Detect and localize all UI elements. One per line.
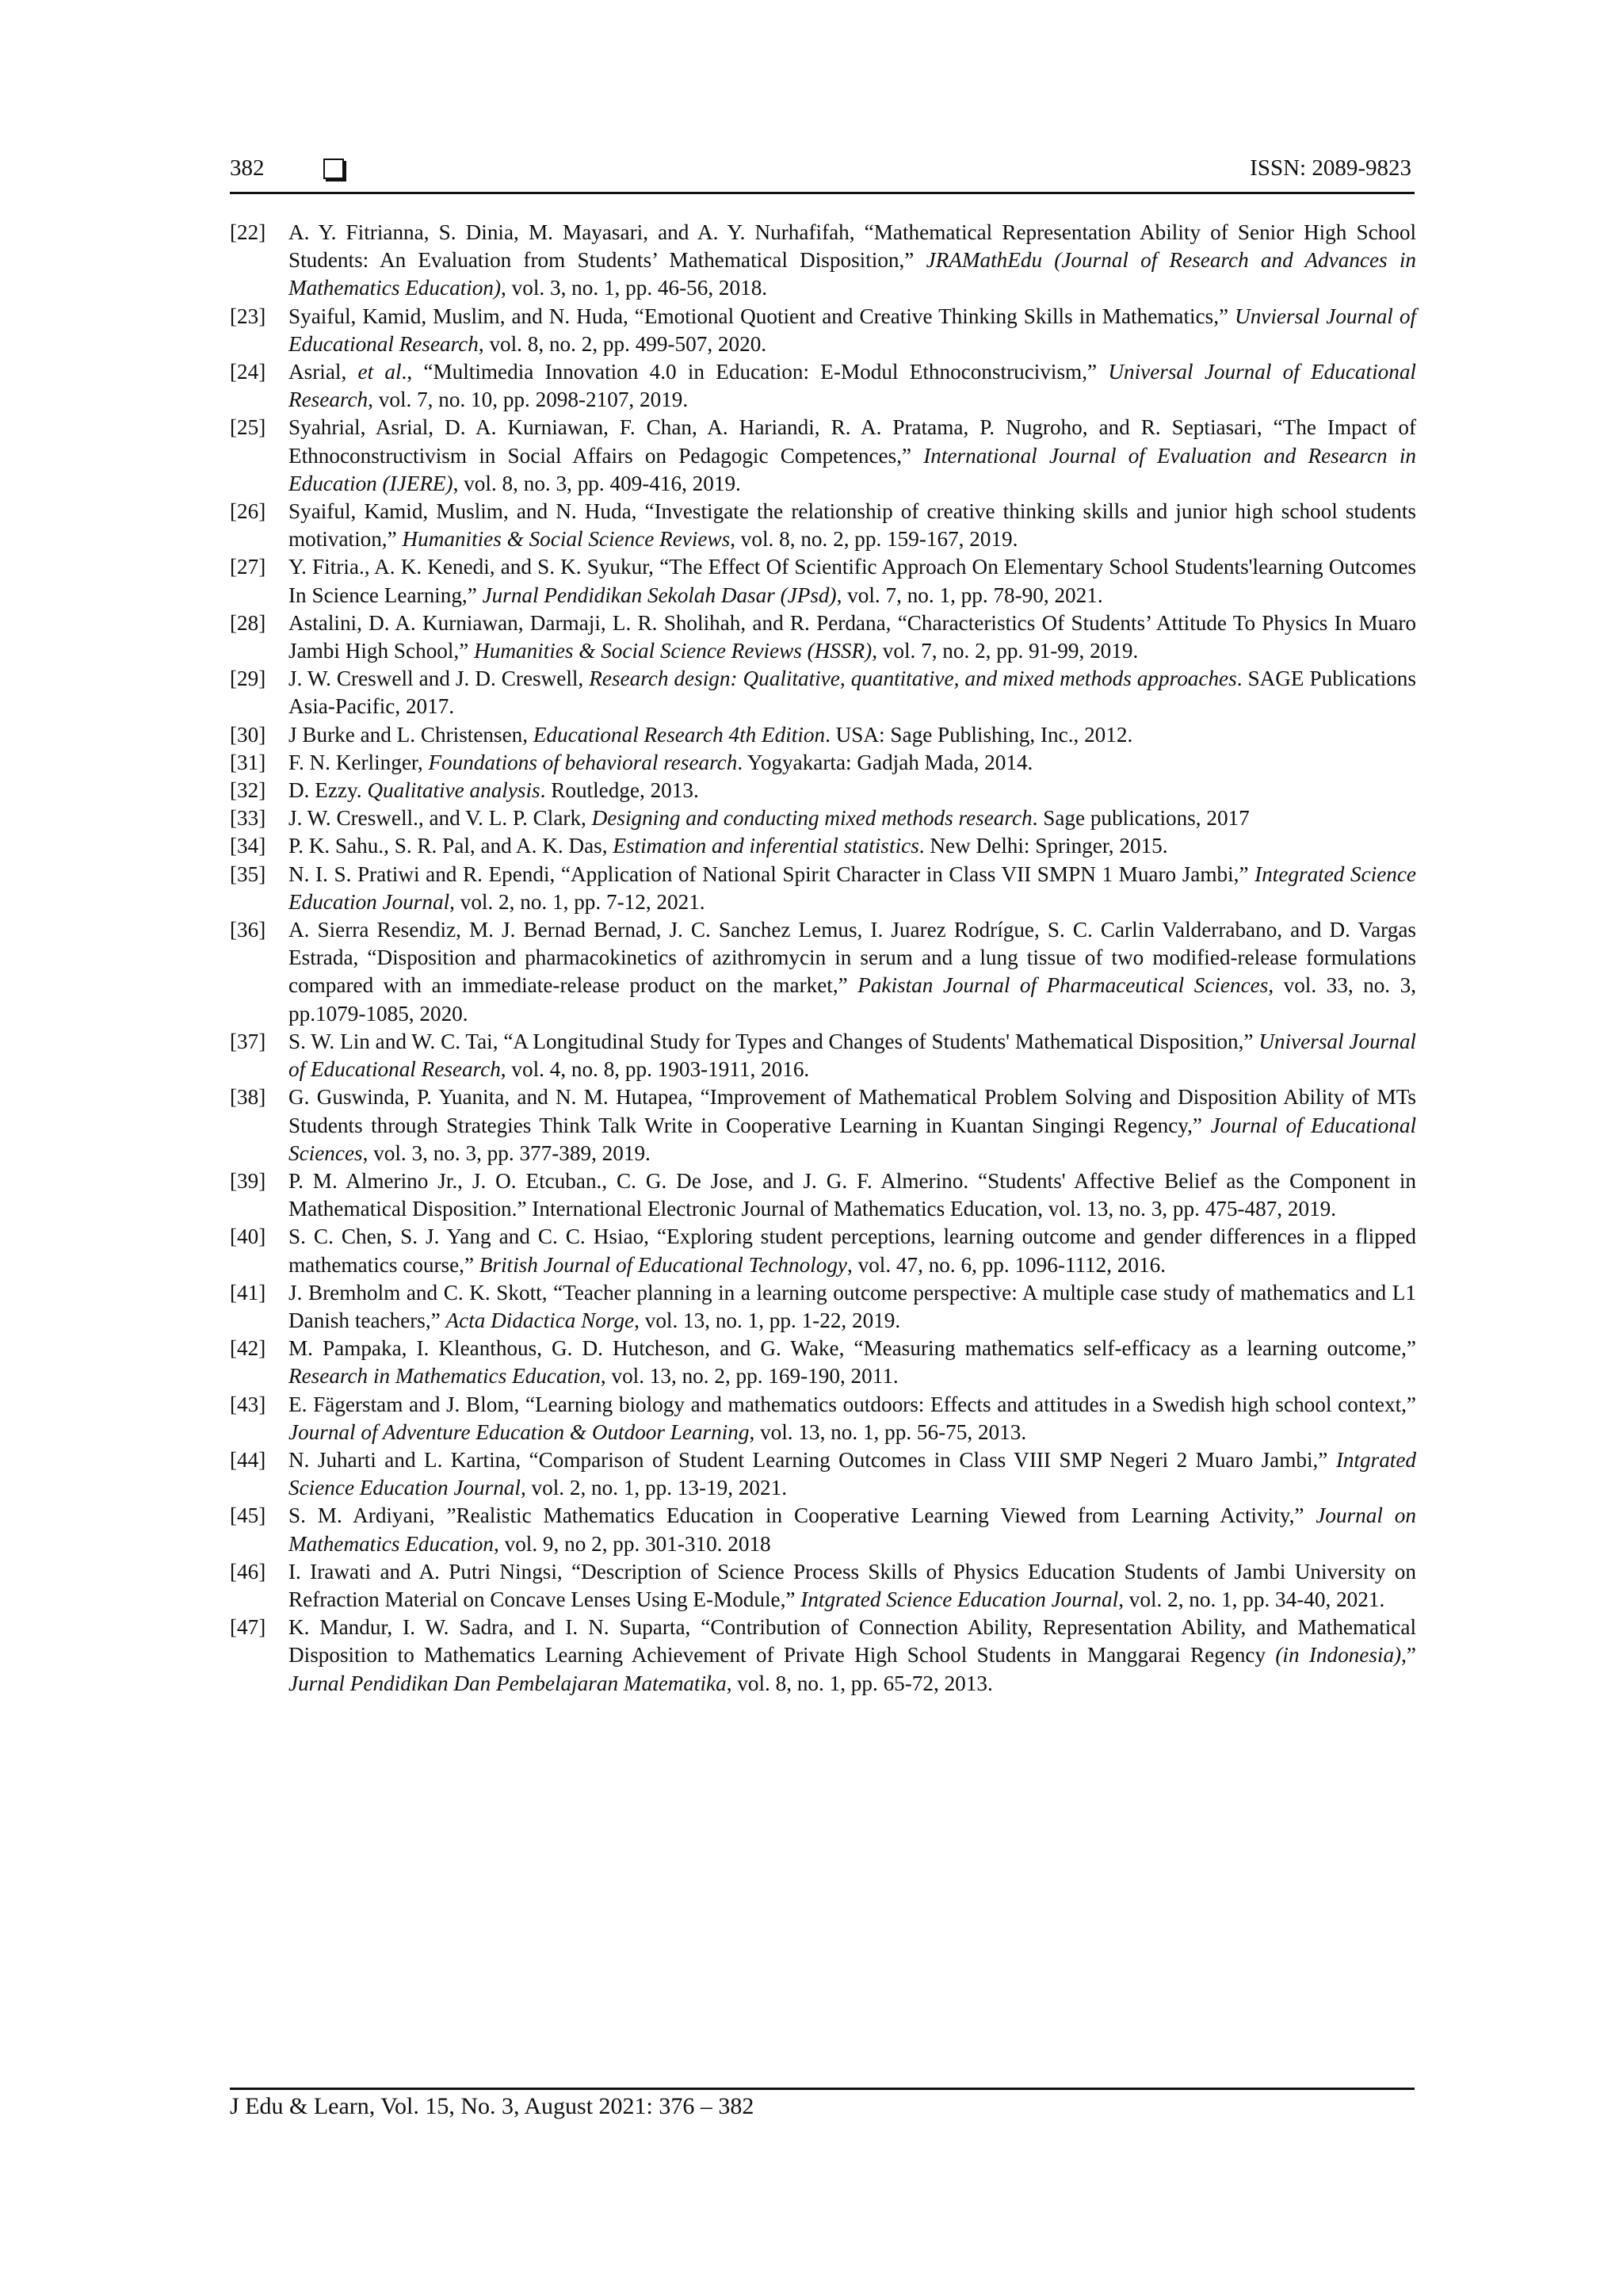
reference-italic-segment: Unviersal Journal of Educational Research <box>288 304 1416 356</box>
reference-segment: A. Sierra Resendiz, M. J. Bernad Bernad, J. C. Sanchez Lemus, I. Juarez Rodrígue, S. C. Carlin Valderrabano, and D. Vargas Estrada, “Disposition and pharmacokinetics of azithromycin in serum and a lung tissue of two modified-release formulations compared with an immediate-release product on the market,” <box>288 918 1416 998</box>
reference-number: [22] <box>230 220 266 244</box>
reference-text <box>288 804 1416 832</box>
reference-number: [37] <box>230 1029 266 1053</box>
reference-segment: . SAGE Publications Asia-Pacific, 2017. <box>288 667 1416 719</box>
reference-text <box>288 1167 1416 1223</box>
reference-italic-segment: Foundations of behavioral research <box>428 750 738 774</box>
reference-item <box>230 1446 1416 1502</box>
reference-segment: . Routledge, 2013. <box>540 778 699 803</box>
reference-number: [30] <box>230 722 266 747</box>
reference-segment: N. Juharti and L. Kartina, “Comparison of Student Learning Outcomes in Class VIII SMP Negeri 2 Muaro Jambi,” <box>288 1447 1336 1472</box>
page-number: 382 <box>230 155 265 181</box>
reference-item <box>230 721 1416 749</box>
reference-italic-segment: JRAMathEdu (Journal of Research and Advances in Mathematics Education) <box>288 248 1417 300</box>
reference-item <box>230 1083 1416 1167</box>
reference-segment: J Burke and L. Christensen, <box>288 722 533 747</box>
reference-segment: G. Guswinda, P. Yuanita, and N. M. Hutapea, “Improvement of Mathematical Problem Solving and Disposition Ability of MTs Students through Strategies Think Talk Write in Cooperative Learning in Kuantan Singingi Regency,” <box>288 1085 1416 1137</box>
reference-number: [42] <box>230 1336 266 1361</box>
reference-italic-segment: Qualitative analysis <box>367 778 540 803</box>
reference-segment: ., “Multimedia Innovation 4.0 in Education: E-Modul Ethnoconstrucivism,” <box>401 360 1109 384</box>
reference-item <box>230 1335 1416 1390</box>
reference-item <box>230 1223 1416 1278</box>
reference-text <box>288 1223 1416 1278</box>
reference-segment: , vol. 2, no. 1, pp. 13-19, 2021. <box>520 1476 787 1500</box>
reference-segment: S. W. Lin and W. C. Tai, “A Longitudinal Study for Types and Changes of Students' Mathematical Disposition,” <box>288 1029 1259 1053</box>
reference-item <box>230 553 1416 609</box>
reference-text <box>288 861 1416 916</box>
reference-italic-segment: Pakistan Journal of Pharmaceutical Sciences <box>857 973 1269 998</box>
reference-text <box>288 1279 1416 1335</box>
reference-item <box>230 414 1416 498</box>
reference-number: [46] <box>230 1559 266 1584</box>
reference-text <box>288 832 1416 860</box>
reference-segment: A. Y. Fitrianna, S. Dinia, M. Mayasari, and A. Y. Nurhafifah, “Mathematical Representation Ability of Senior High School Students: An Evaluation from Students’ Mathematical Disposition,” <box>288 220 1416 273</box>
reference-item <box>230 219 1416 303</box>
reference-italic-segment: Universal Journal of Educational Research <box>288 360 1416 412</box>
reference-segment: D. Ezzy. <box>288 778 368 803</box>
reference-item <box>230 1167 1416 1223</box>
reference-segment: . New Delhi: Springer, 2015. <box>918 834 1168 858</box>
reference-segment: , vol. 3, no. 1, pp. 46-56, 2018. <box>501 276 768 300</box>
reference-segment: , vol. 7, no. 10, pp. 2098-2107, 2019. <box>368 388 689 412</box>
reference-text <box>288 1446 1416 1502</box>
reference-item <box>230 1279 1416 1335</box>
reference-segment: Syaiful, Kamid, Muslim, and N. Huda, “Emotional Quotient and Creative Thinking Skills in Mathematics,” <box>288 304 1235 328</box>
reference-italic-segment: Integrated Science Education Journal <box>288 861 1416 914</box>
reference-segment: J. Bremholm and C. K. Skott, “Teacher planning in a learning outcome perspective: A multiple case study of mathematics and L1 Danish teachers,” <box>288 1280 1416 1332</box>
reference-italic-segment: Journal of Educational Sciences <box>288 1113 1417 1165</box>
reference-item <box>230 1558 1416 1614</box>
page-header <box>230 155 1415 194</box>
reference-segment: , vol. 3, no. 3, pp. 377-389, 2019. <box>362 1140 651 1165</box>
reference-italic-segment: Designing and conducting mixed methods research <box>591 806 1033 831</box>
reference-italic-segment: Journal on Mathematics Education <box>288 1503 1416 1556</box>
reference-segment: , vol. 2, no. 1, pp. 34-40, 2021. <box>1118 1587 1385 1611</box>
reference-item <box>230 777 1416 804</box>
reference-segment: , vol. 47, no. 6, pp. 1096-1112, 2016. <box>847 1252 1167 1277</box>
reference-segment: N. I. S. Pratiwi and R. Ependi, “Application of National Spirit Character in Class VII SMPN 1 Muaro Jambi,” <box>288 861 1255 886</box>
reference-number: [41] <box>230 1280 266 1305</box>
reference-number: [26] <box>230 499 266 524</box>
reference-segment: , vol. 13, no. 1, pp. 56-75, 2013. <box>749 1419 1027 1444</box>
reference-italic-segment: International Journal of Evaluation and Researcn in Education (IJERE) <box>288 443 1416 495</box>
reference-italic-segment: British Journal of Educational Technology <box>479 1252 847 1277</box>
reference-segment: , vol. 33, no. 3, pp.1079-1085, 2020. <box>288 973 1416 1026</box>
reference-italic-segment: Humanities & Social Science Reviews (HSSR) <box>474 639 873 663</box>
reference-number: [29] <box>230 667 266 691</box>
reference-italic-segment: Estimation and inferential statistics <box>613 834 919 858</box>
reference-item <box>230 303 1416 358</box>
reference-segment: Astalini, D. A. Kurniawan, Darmaji, L. R. Sholihah, and R. Perdana, “Characteristics Of Students’ Attitude To Physics In Muaro Jambi High School,” <box>288 610 1416 663</box>
reference-text <box>288 665 1416 720</box>
reference-text <box>288 358 1416 414</box>
reference-text <box>288 749 1416 777</box>
reference-number: [44] <box>230 1447 266 1472</box>
reference-segment: , vol. 2, no. 1, pp. 7-12, 2021. <box>449 889 705 914</box>
reference-number: [28] <box>230 610 266 635</box>
reference-italic-segment: Jurnal Pendidikan Sekolah Dasar (JPsd) <box>482 583 837 607</box>
reference-italic-segment: Acta Didactica Norge <box>445 1308 635 1332</box>
issn-label: ISSN: 2089-9823 <box>1250 155 1411 181</box>
reference-segment: , vol. 8, no. 1, pp. 65-72, 2013. <box>726 1671 993 1695</box>
reference-segment: M. Pampaka, I. Kleanthous, G. D. Hutcheson, and G. Wake, “Measuring mathematics self-efficacy as a learning outcome,” <box>288 1336 1416 1361</box>
reference-segment: J. W. Creswell and J. D. Creswell, <box>288 667 590 691</box>
reference-italic-segment: Research in Mathematics Education <box>288 1364 601 1389</box>
reference-text <box>288 1558 1416 1614</box>
reference-number: [36] <box>230 918 266 942</box>
reference-number: [23] <box>230 304 266 328</box>
reference-italic-segment: Jurnal Pendidikan Dan Pembelajaran Matematika <box>288 1671 727 1695</box>
reference-segment: Syahrial, Asrial, D. A. Kurniawan, F. Chan, A. Hariandi, R. A. Pratama, P. Nugroho, and R. Septiasari, “The Impact of Ethnoconstructivism in Social Affairs on Pedagogic Competences,” <box>288 415 1416 468</box>
reference-segment: , vol. 7, no. 2, pp. 91-99, 2019. <box>872 639 1139 663</box>
reference-segment: . Sage publications, 2017 <box>1032 806 1250 831</box>
reference-segment: , vol. 8, no. 2, pp. 499-507, 2020. <box>478 331 767 356</box>
reference-number: [45] <box>230 1503 266 1528</box>
reference-text <box>288 777 1416 804</box>
reference-number: [47] <box>230 1615 266 1640</box>
reference-segment: S. M. Ardiyani, ”Realistic Mathematics Education in Cooperative Learning Viewed from Learning Activity,” <box>288 1503 1316 1528</box>
reference-number: [27] <box>230 555 266 579</box>
reference-segment: S. C. Chen, S. J. Yang and C. C. Hsiao, “Exploring student perceptions, learning outcome and gender differences in a flipped mathematics course,” <box>288 1224 1416 1277</box>
reference-text <box>288 498 1416 553</box>
reference-segment: , vol. 9, no 2, pp. 301-310. 2018 <box>494 1531 771 1556</box>
reference-text <box>288 1335 1416 1390</box>
reference-number: [31] <box>230 750 266 774</box>
page-footer <box>230 2088 1415 2120</box>
reference-number: [40] <box>230 1224 266 1249</box>
reference-italic-segment: Universal Journal of Educational Research <box>288 1029 1416 1082</box>
reference-item <box>230 804 1416 832</box>
square-box-icon <box>323 159 344 179</box>
reference-text <box>288 1028 1416 1083</box>
reference-segment: Y. Fitria., A. K. Kenedi, and S. K. Syukur, “The Effect Of Scientific Approach On Elementary School Students'learning Outcomes In Science Learning,” <box>288 555 1416 607</box>
reference-list <box>230 219 1416 1698</box>
reference-segment: , vol. 13, no. 2, pp. 169-190, 2011. <box>600 1364 899 1389</box>
reference-item <box>230 498 1416 553</box>
reference-segment: , vol. 4, no. 8, pp. 1903-1911, 2016. <box>500 1057 810 1082</box>
reference-number: [35] <box>230 861 266 886</box>
reference-text <box>288 1391 1416 1446</box>
reference-segment: . Yogyakarta: Gadjah Mada, 2014. <box>737 750 1033 774</box>
reference-text <box>288 609 1416 665</box>
reference-text <box>288 1502 1416 1557</box>
reference-segment: P. M. Almerino Jr., J. O. Etcuban., C. G. De Jose, and J. G. F. Almerino. “Students' Affective Belief as the Component in Mathematical Disposition.” International Electronic Journal of Mathematics Education, vol. 13, no. 3, pp. 475-487, 2019. <box>288 1168 1416 1221</box>
reference-segment: ,” <box>1401 1643 1416 1668</box>
reference-italic-segment: et al <box>357 360 402 384</box>
reference-item <box>230 609 1416 665</box>
reference-number: [34] <box>230 834 266 858</box>
reference-number: [33] <box>230 806 266 831</box>
reference-italic-segment: Humanities & Social Science Reviews <box>402 527 731 552</box>
reference-text <box>288 1614 1416 1698</box>
reference-segment: I. Irawati and A. Putri Ningsi, “Description of Science Process Skills of Physics Education Students of Jambi University on Refraction Material on Concave Lenses Using E-Module,” <box>288 1559 1416 1611</box>
reference-segment: , vol. 13, no. 1, pp. 1-22, 2019. <box>634 1308 901 1332</box>
reference-number: [38] <box>230 1085 266 1110</box>
reference-text <box>288 1083 1416 1167</box>
reference-segment: K. Mandur, I. W. Sadra, and I. N. Suparta, “Contribution of Connection Ability, Representation Ability, and Mathematical Disposition to Mathematics Learning Achievement of Private High School Students in Manggarai Regency <box>288 1615 1416 1668</box>
reference-item <box>230 1502 1416 1557</box>
reference-italic-segment: Journal of Adventure Education & Outdoor Learning <box>288 1419 750 1444</box>
reference-item <box>230 832 1416 860</box>
reference-segment: Asrial, <box>288 360 358 384</box>
reference-number: [43] <box>230 1392 266 1416</box>
reference-text <box>288 303 1416 358</box>
reference-segment: Syaiful, Kamid, Muslim, and N. Huda, “Investigate the relationship of creative thinking skills and junior high school students motivation,” <box>288 499 1416 552</box>
reference-item <box>230 749 1416 777</box>
reference-segment: E. Fägerstam and J. Blom, “Learning biology and mathematics outdoors: Effects and attitudes in a Swedish high school context,” <box>288 1392 1416 1416</box>
reference-text <box>288 721 1416 749</box>
reference-segment: F. N. Kerlinger, <box>288 750 429 774</box>
reference-item <box>230 1614 1416 1698</box>
reference-item <box>230 1391 1416 1446</box>
reference-item <box>230 665 1416 720</box>
reference-text <box>288 553 1416 609</box>
reference-italic-segment: (in Indonesia) <box>1275 1643 1402 1668</box>
reference-item <box>230 916 1416 1028</box>
reference-italic-segment: Intgrated Science Education Journal <box>800 1587 1119 1611</box>
reference-number: [32] <box>230 778 266 803</box>
reference-segment: P. K. Sahu., S. R. Pal, and A. K. Das, <box>288 834 613 858</box>
reference-segment: J. W. Creswell., and V. L. P. Clark, <box>288 806 592 831</box>
journal-citation: J Edu & Learn, Vol. 15, No. 3, August 2021: 376 – 382 <box>230 2093 754 2119</box>
reference-segment: , vol. 7, no. 1, pp. 78-90, 2021. <box>836 583 1103 607</box>
reference-text <box>288 916 1416 1028</box>
reference-segment: . USA: Sage Publishing, Inc., 2012. <box>825 722 1133 747</box>
reference-italic-segment: Intgrated Science Education Journal <box>288 1447 1416 1500</box>
reference-italic-segment: Research design: Qualitative, quantitative, and mixed methods approaches <box>589 667 1237 691</box>
reference-item <box>230 861 1416 916</box>
reference-number: [24] <box>230 360 266 384</box>
reference-number: [25] <box>230 415 266 440</box>
reference-italic-segment: Educational Research 4th Edition <box>533 722 826 747</box>
reference-item <box>230 1028 1416 1083</box>
reference-text <box>288 219 1416 303</box>
reference-item <box>230 358 1416 414</box>
reference-text <box>288 414 1416 498</box>
reference-segment: , vol. 8, no. 3, pp. 409-416, 2019. <box>453 471 741 495</box>
reference-segment: , vol. 8, no. 2, pp. 159-167, 2019. <box>730 527 1018 552</box>
reference-number: [39] <box>230 1168 266 1193</box>
